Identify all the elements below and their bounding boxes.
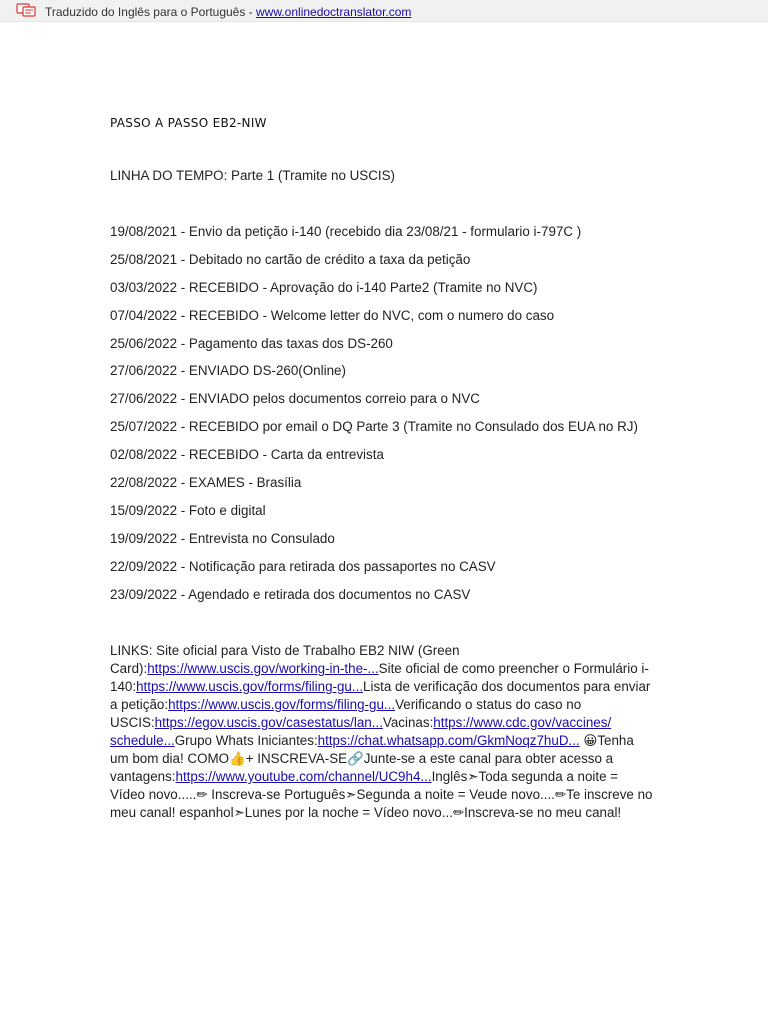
timeline-item: 22/08/2022 - EXAMES - Brasília xyxy=(110,475,302,491)
timeline-item: 03/03/2022 - RECEBIDO - Aprovação do i-140 Parte2 (Tramite no NVC) xyxy=(110,279,538,295)
link-checklist[interactable]: https://www.uscis.gov/forms/filing-gu... xyxy=(168,697,396,712)
timeline-item: 19/09/2022 - Entrevista no Consulado xyxy=(110,530,335,546)
links-text: Lista de verificação dos documentos para enviar a petição: xyxy=(110,679,651,712)
translator-logo-icon xyxy=(16,3,36,17)
links-text: Site oficial de como preencher o Formulário i-140: xyxy=(110,661,649,694)
link-case-status[interactable]: https://egov.uscis.gov/casestatus/lan... xyxy=(154,715,383,730)
links-text: LINKS: Site oficial para Visto de Trabalho EB2 NIW (Green Card): xyxy=(110,643,460,676)
timeline-list xyxy=(110,223,638,613)
timeline-item: 25/07/2022 - RECEBIDO por email o DQ Parte 3 (Tramite no Consulado dos EUA no RJ) xyxy=(110,419,638,435)
link-eb2-niw[interactable]: https://www.uscis.gov/working-in-the-... xyxy=(147,661,379,676)
banner-text: Traduzido do Inglês para o Português - www.onlinedoctranslator.com xyxy=(45,5,412,19)
links-text: Inglês➣Toda segunda a noite = Vídeo novo.....✏ Inscreva-se Português➣Segunda a noite = Veude novo....✏Te inscreve no meu canal! espanhol➣Lunes por la noche = Vídeo novo...✏Inscreva-se no meu canal! xyxy=(110,769,653,820)
timeline-item: 19/08/2021 - Envio da petição i-140 (recebido dia 23/08/21 - formulario i-797C ) xyxy=(110,224,582,239)
link-i140-form[interactable]: https://www.uscis.gov/forms/filing-gu... xyxy=(136,679,364,694)
timeline-item: 27/06/2022 - ENVIADO pelos documentos correio para o NVC xyxy=(110,391,480,407)
timeline-item: 02/08/2022 - RECEBIDO - Carta da entrevista xyxy=(110,447,384,463)
link-whatsapp-group[interactable]: https://chat.whatsapp.com/GkmNoqz7huD... xyxy=(317,733,580,748)
banner-link[interactable]: www.onlinedoctranslator.com xyxy=(256,5,412,19)
links-text: Vacinas: xyxy=(382,715,434,730)
translation-banner xyxy=(0,0,768,22)
timeline-item: 23/09/2022 - Agendado e retirada dos documentos no CASV xyxy=(110,586,471,602)
document-subtitle: LINHA DO TEMPO: Parte 1 (Tramite no USCIS) xyxy=(110,168,395,183)
timeline-item: 25/06/2022 - Pagamento das taxas dos DS-260 xyxy=(110,335,393,351)
timeline-item: 07/04/2022 - RECEBIDO - Welcome letter do NVC, com o numero do caso xyxy=(110,307,555,323)
links-text: Verificando o status do caso no USCIS: xyxy=(110,697,582,730)
links-paragraph xyxy=(110,642,655,822)
link-youtube-channel[interactable]: https://www.youtube.com/channel/UC9h4... xyxy=(175,769,432,784)
timeline-item: 27/06/2022 - ENVIADO DS-260(Online) xyxy=(110,363,346,379)
timeline-item: 25/08/2021 - Debitado no cartão de crédito a taxa da petição xyxy=(110,251,471,267)
timeline-item: 22/09/2022 - Notificação para retirada dos passaportes no CASV xyxy=(110,558,496,574)
document-title: PASSO A PASSO EB2-NIW xyxy=(110,116,267,130)
links-text: 😀Tenha um bom dia! COMO👍+ INSCREVA-SE🔗Junte-se a este canal para obter acesso a vantagens: xyxy=(110,733,634,784)
link-vaccines[interactable]: https://www.cdc.gov/vaccines/ schedule... xyxy=(110,715,612,748)
links-text: Grupo Whats Iniciantes: xyxy=(174,733,318,748)
timeline-item: 15/09/2022 - Foto e digital xyxy=(110,502,266,518)
